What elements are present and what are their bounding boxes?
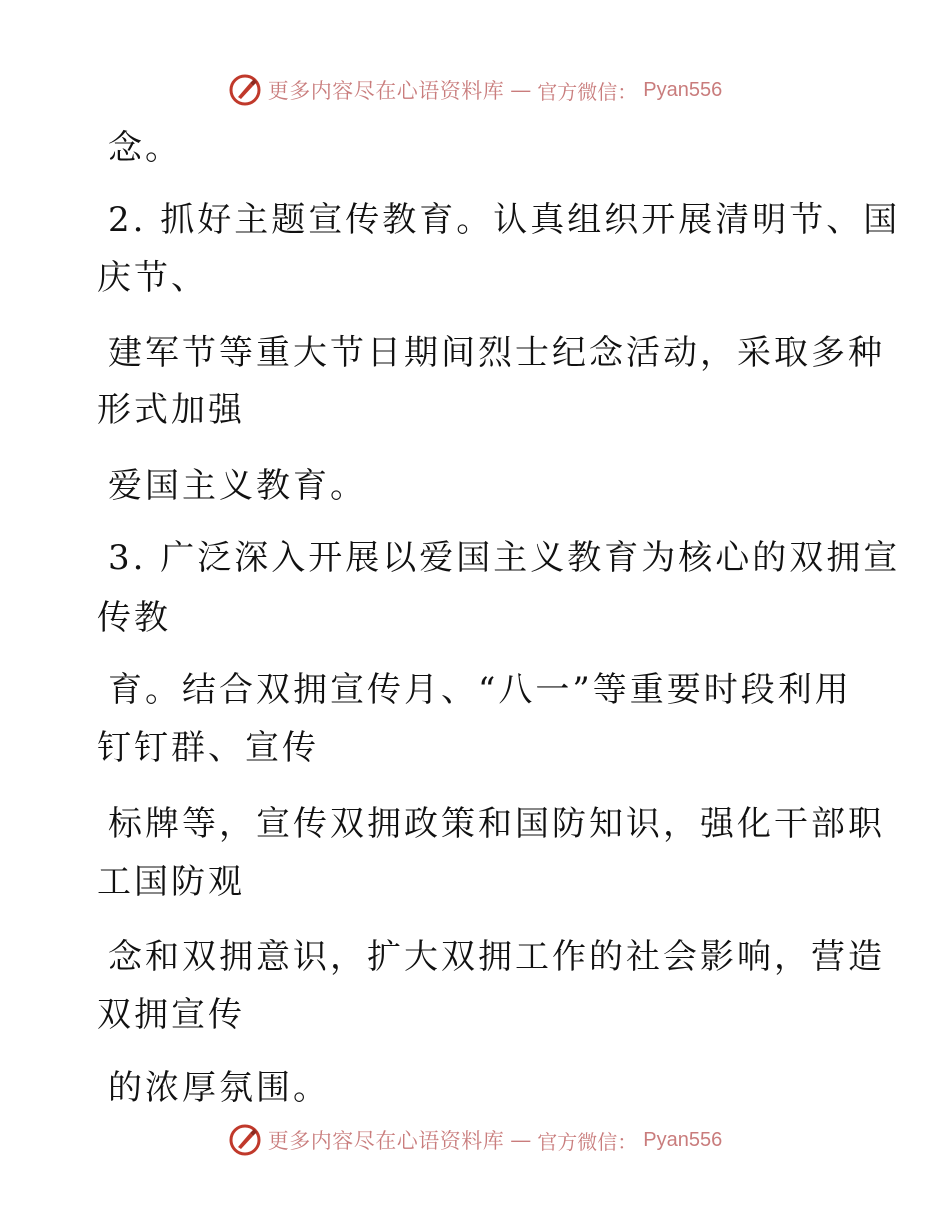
- text-line: 传教: [97, 598, 171, 638]
- pen-logo-icon: [228, 1123, 262, 1157]
- text-line: 工国防观: [97, 862, 245, 902]
- watermark-wechat-id: Pyan556: [643, 1128, 723, 1151]
- watermark-brand-text: 更多内容尽在心语资料库: [267, 79, 505, 103]
- pen-logo-icon: [228, 73, 262, 107]
- watermark-wechat-label: 官方微信：: [537, 1129, 638, 1154]
- watermark-brand-text: 更多内容尽在心语资料库: [267, 1129, 505, 1153]
- watermark-dash: —: [510, 78, 532, 102]
- text-line: 标牌等，宣传双拥政策和国防知识，强化干部职: [108, 804, 885, 844]
- watermark-wechat-label: 官方微信：: [537, 79, 638, 104]
- text-line: 育。结合双拥宣传月、“八一”等重要时段利用: [108, 670, 852, 710]
- text-line: 念。: [108, 128, 182, 168]
- watermark-dash: —: [510, 1128, 532, 1152]
- footer-watermark: [0, 1120, 950, 1160]
- text-line: 庆节、: [97, 258, 208, 298]
- header-watermark: [0, 70, 950, 110]
- text-line: 建军节等重大节日期间烈士纪念活动，采取多种: [108, 333, 885, 373]
- watermark-wechat-id: Pyan556: [643, 78, 723, 101]
- text-line: 形式加强: [97, 390, 245, 430]
- text-line: 双拥宣传: [97, 995, 245, 1035]
- text-line: 钉钉群、宣传: [97, 728, 319, 768]
- text-line: 2. 抓好主题宣传教育。认真组织开展清明节、国: [108, 200, 901, 240]
- text-line: 念和双拥意识，扩大双拥工作的社会影响，营造: [108, 937, 885, 977]
- text-line: 爱国主义教育。: [108, 466, 367, 506]
- text-line: 的浓厚氛围。: [108, 1068, 330, 1108]
- text-line: 3. 广泛深入开展以爱国主义教育为核心的双拥宣: [108, 538, 901, 578]
